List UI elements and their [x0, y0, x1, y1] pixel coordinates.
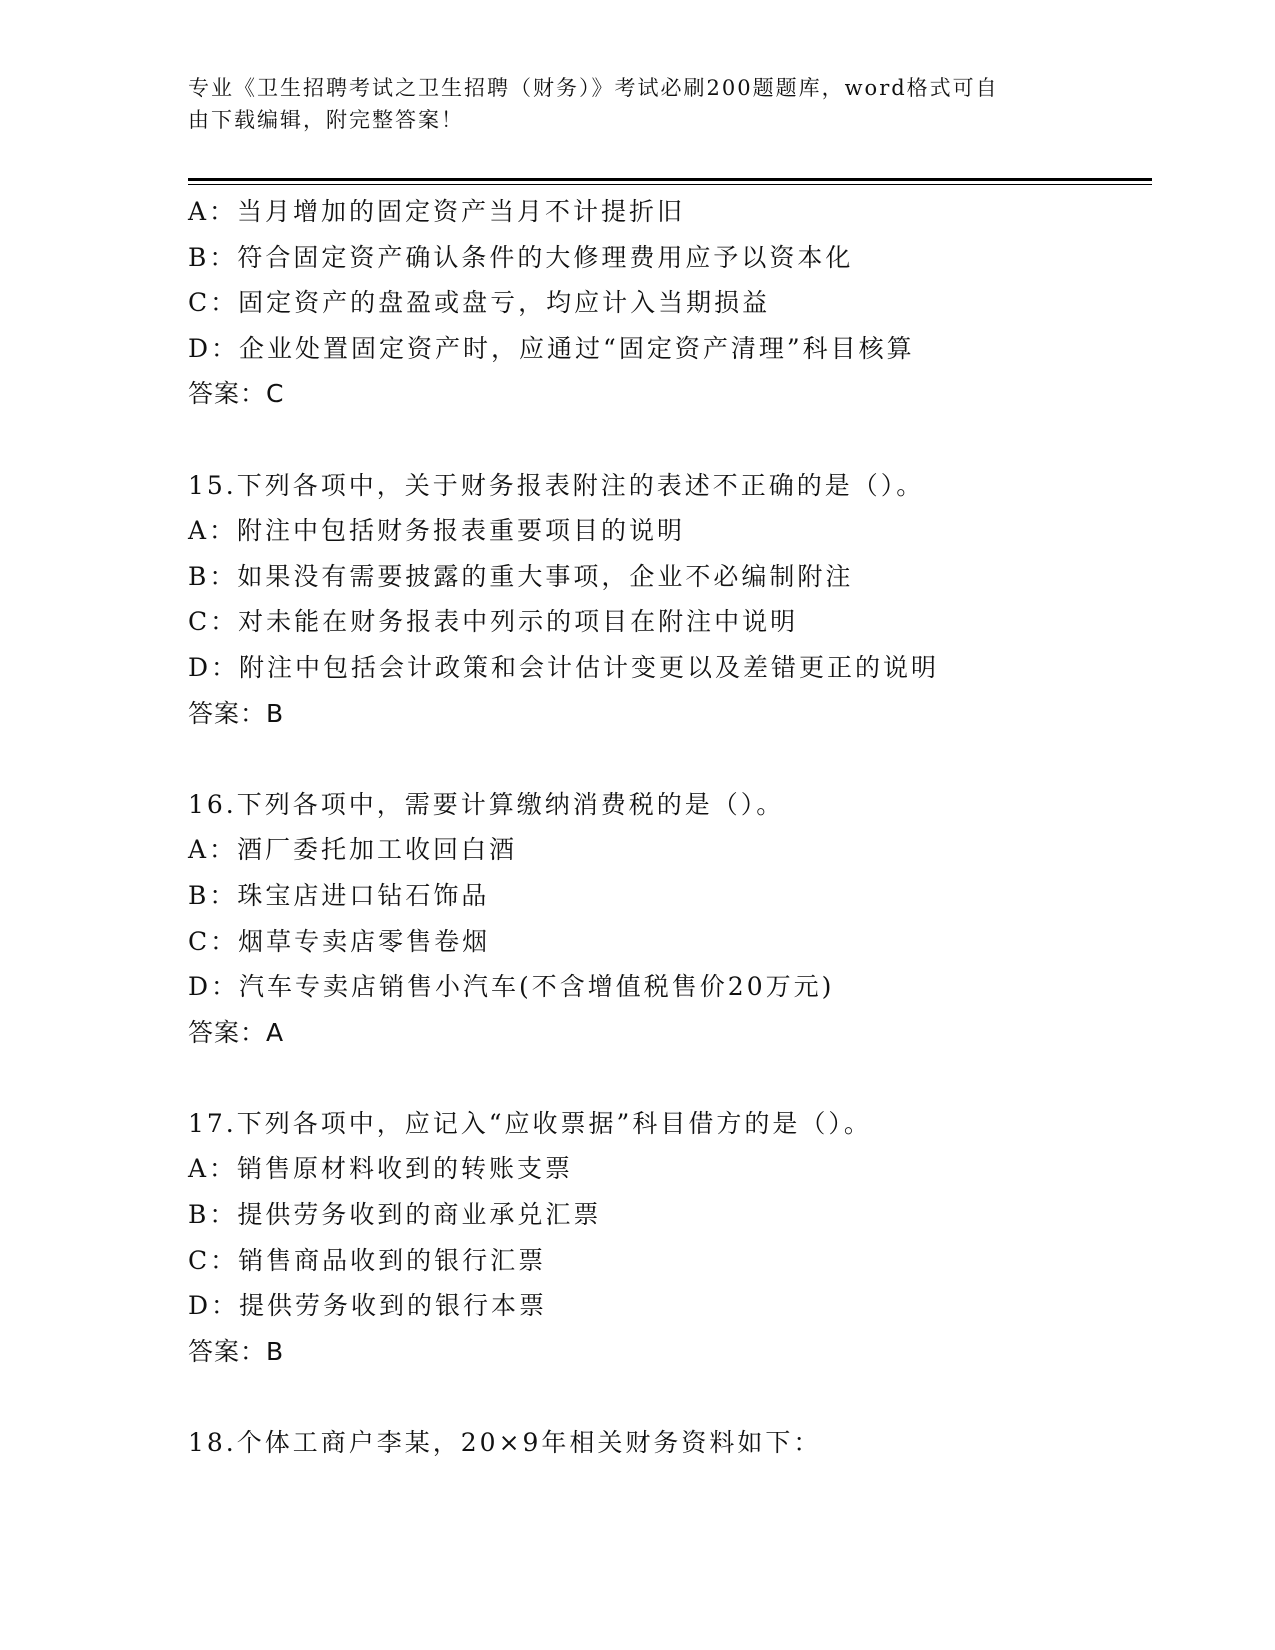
- option-c: C：对未能在财务报表中列示的项目在附注中说明: [188, 607, 799, 637]
- answer-line: 答案：B: [188, 698, 285, 728]
- question-list: [188, 189, 1148, 1466]
- header-divider-thick: [188, 178, 1152, 181]
- question-14-block: [188, 189, 1148, 417]
- spacer: [188, 1055, 1148, 1101]
- spacer: [188, 1374, 1148, 1420]
- answer-line: 答案：A: [188, 1017, 285, 1047]
- option-b: B：珠宝店进口钻石饰品: [188, 880, 490, 910]
- option-a: A：当月增加的固定资产当月不计提折旧: [188, 197, 686, 226]
- option-d: D：提供劳务收到的银行本票: [188, 1291, 548, 1321]
- spacer: [188, 736, 1148, 782]
- option-c: C：固定资产的盘盈或盘亏，均应计入当期损益: [188, 288, 771, 318]
- option-b: B：符合固定资产确认条件的大修理费用应予以资本化: [188, 242, 854, 272]
- option-d: D：附注中包括会计政策和会计估计变更以及差错更正的说明: [188, 652, 940, 682]
- header-divider-thin: [188, 184, 1152, 185]
- option-a: A：销售原材料收到的转账支票: [188, 1154, 574, 1184]
- question-15-block: [188, 463, 1148, 737]
- option-d: D：企业处置固定资产时，应通过“固定资产清理”科目核算: [188, 333, 915, 363]
- document-header: [188, 72, 1088, 136]
- answer-line: 答案：C: [188, 379, 285, 409]
- option-b: B：提供劳务收到的商业承兑汇票: [188, 1200, 602, 1230]
- option-b: B：如果没有需要披露的重大事项，企业不必编制附注: [188, 561, 854, 591]
- question-18-block: [188, 1420, 1148, 1466]
- question-stem: 17.下列各项中，应记入“应收票据”科目借方的是（）。: [188, 1108, 872, 1138]
- option-a: A：附注中包括财务报表重要项目的说明: [188, 516, 686, 546]
- option-c: C：销售商品收到的银行汇票: [188, 1245, 547, 1275]
- option-a: A：酒厂委托加工收回白酒: [188, 835, 518, 865]
- option-d: D：汽车专卖店销售小汽车(不含增值税售价20万元): [188, 972, 835, 1002]
- question-stem: 15.下列各项中，关于财务报表附注的表述不正确的是（）。: [188, 470, 925, 500]
- question-16-block: [188, 782, 1148, 1056]
- header-line-2: 由下载编辑，附完整答案！: [188, 108, 464, 132]
- spacer: [188, 417, 1148, 463]
- option-c: C：烟草专卖店零售卷烟: [188, 926, 491, 956]
- question-17-block: [188, 1101, 1148, 1375]
- question-stem: 18.个体工商户李某，20×9年相关财务资料如下：: [188, 1428, 822, 1458]
- header-line-1: 专业《卫生招聘考试之卫生招聘（财务）》考试必刷200题题库，word格式可自: [188, 76, 999, 100]
- answer-line: 答案：B: [188, 1336, 285, 1366]
- question-stem: 16.下列各项中，需要计算缴纳消费税的是（）。: [188, 789, 785, 819]
